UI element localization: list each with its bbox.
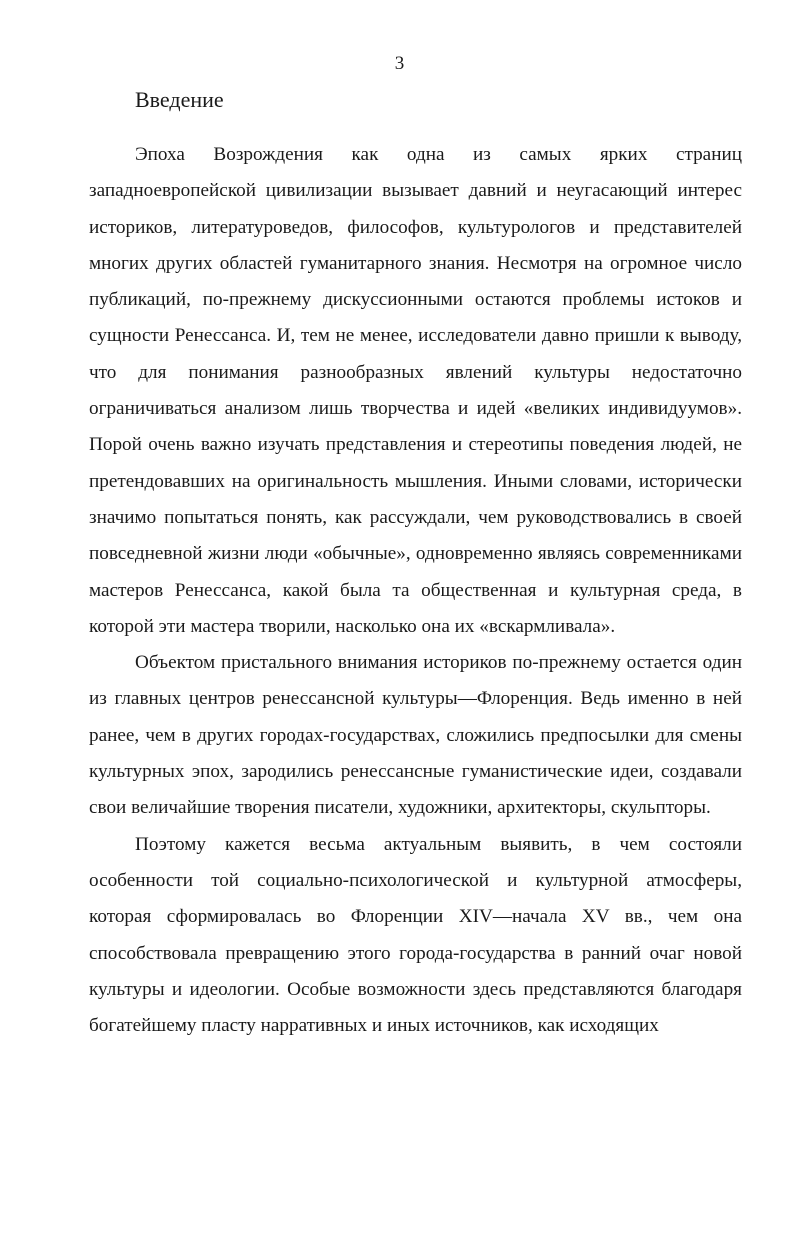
paragraph-3: Поэтому кажется весьма актуальным выявить, в чем состояли особенности той социально-психологической и культурной атмосферы, которая сформировалась во Флоренции XIV—начала XV вв., чем она способствовала превращению этого города-государства в ранний очаг новой культуры и идеологии. Особые возможности здесь представляются благодаря богатейшему пласту нарративных и иных источников, как исходящих — [89, 833, 742, 1037]
paragraph-1: Эпоха Возрождения как одна из самых ярких страниц западноевропейской цивилизации вызывает давний и неугасающий интерес историков, литературоведов, философов, культурологов и представителей многих других областей гуманитарного знания. Несмотря на огромное число публикаций, по-прежнему дискуссионными остаются проблемы истоков и сущности Ренессанса. И, тем не менее, исследователи давно пришли к выводу, что для понимания разнообразных явлений культуры недостаточно ограничиваться анализом лишь творчества и идей «великих индивидуумов». Порой очень важно изучать представления и стереотипы поведения людей, не претендовавших на оригинальность мышления. Иными словами, исторически значимо попытаться понять, как рассуждали, чем руководствовались в своей повседневной жизни люди «обычные», одновременно являясь современниками мастеров Ренессанса, какой была та общественная и культурная среда, в которой эти мастера творили, насколько она их «вскармливала». — [89, 144, 742, 637]
section-heading: Введение — [135, 87, 224, 112]
page-number: 3 — [394, 53, 405, 74]
paragraph-2: Объектом пристального внимания историков по-прежнему остается один из главных центров ренессансной культуры—Флоренция. Ведь именно в ней ранее, чем в других городах-государствах, сложились предпосылки для смены культурных эпох, зародились ренессансные гуманистические идеи, создавали свои величайшие творения писатели, художники, архитекторы, скульпторы. — [89, 652, 742, 819]
body-text — [89, 137, 742, 1044]
